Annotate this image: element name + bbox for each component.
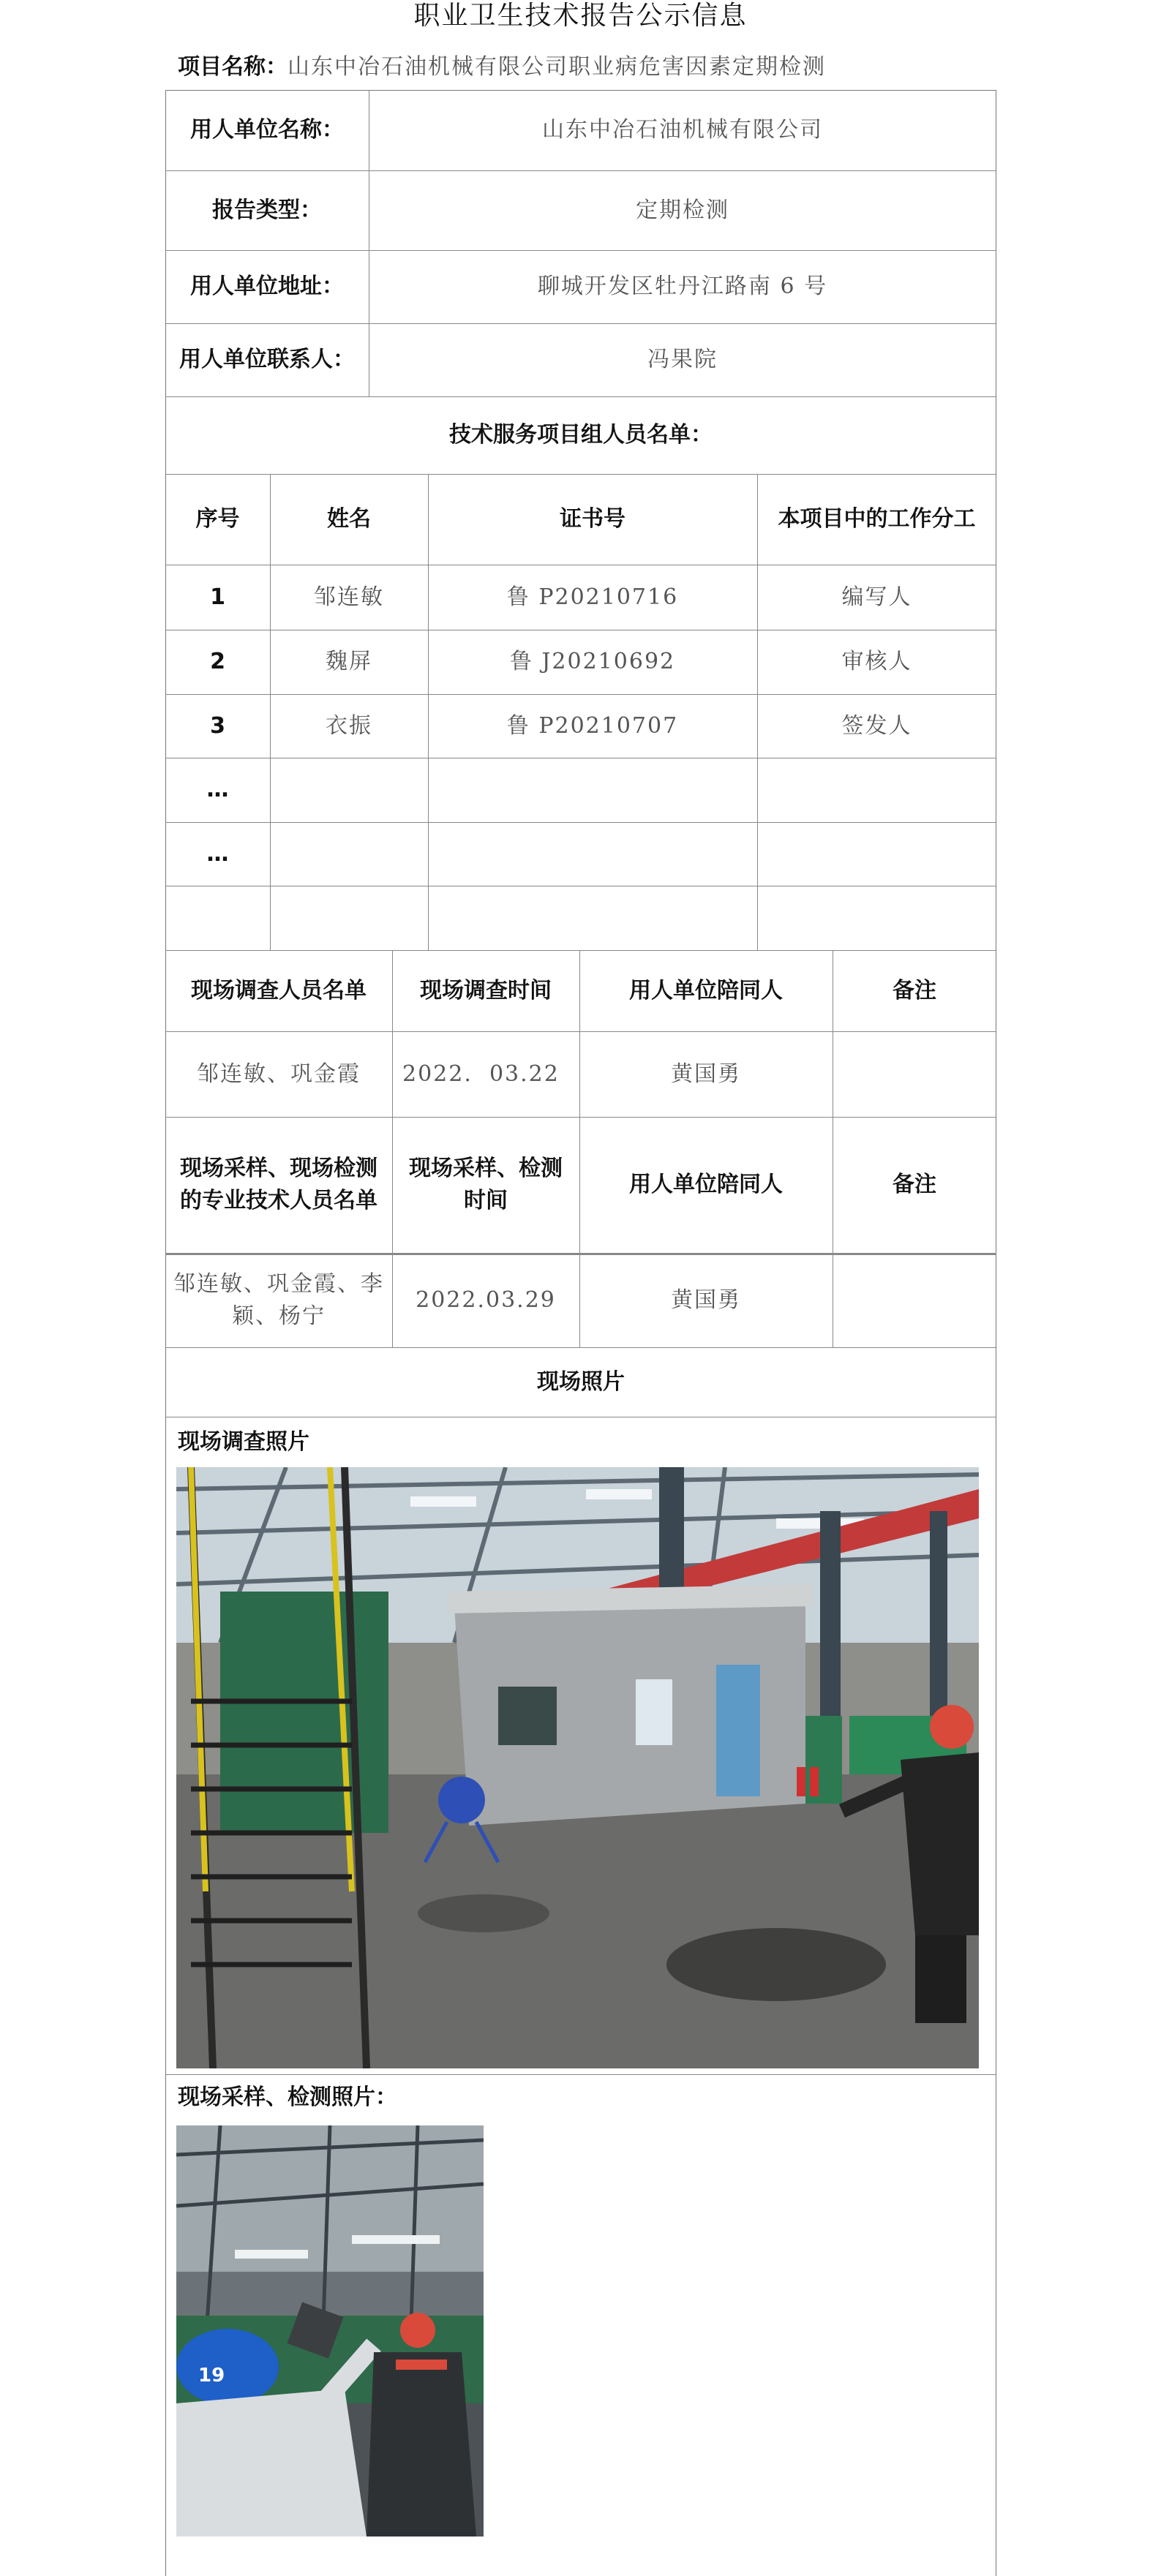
survey-header-staff: 现场调查人员名单 [191,977,367,1003]
sampling-header-staff: 现场采样、现场检测的专业技术人员名单 [180,1156,377,1213]
survey-header-note: 备注 [893,977,936,1003]
company-address-label: 用人单位地址： [190,274,344,299]
team-row-cert: 鲁 J20210692 [509,649,676,674]
team-row-role [757,758,996,822]
survey-time: 2022. 03.22 [402,1061,560,1087]
team-row-name [270,886,428,950]
row-divider [165,2074,996,2075]
contact-person-value: 冯果院 [647,347,718,372]
project-name: 山东中冶石油机械有限公司职业病危害因素定期检测 [288,54,826,80]
team-row-name: 魏屏 [326,649,372,674]
survey-photo [176,1467,979,2068]
report-type-label: 报告类型： [212,197,322,223]
survey-staff: 邹连敏、巩金霞 [197,1061,361,1087]
survey-header-time: 现场调查时间 [420,977,552,1003]
team-row-name: 邹连敏 [314,584,384,610]
svg-text:19: 19 [198,2365,225,2387]
team-row-no: 3 [210,712,225,739]
team-row-role: 编写人 [841,584,912,610]
company-address-value: 聊城开发区牡丹江路南 6 号 [537,274,828,299]
team-header-cert: 证书号 [560,506,625,532]
sampling-photo [176,2125,484,2537]
survey-escort: 黄国勇 [671,1061,741,1087]
report-type-value: 定期检测 [636,197,729,223]
sampling-header-escort: 用人单位陪同人 [629,1172,783,1197]
team-row-role: 签发人 [841,712,912,739]
company-name-label: 用人单位名称： [190,117,344,143]
team-row-role [757,822,996,886]
team-row-name [270,822,428,886]
team-row-no: … [206,777,229,802]
team-row-no [165,886,270,950]
team-row-cert [428,758,757,822]
team-row-name [270,758,428,822]
sampling-time: 2022.03.29 [416,1287,556,1313]
team-row-cert [428,886,757,950]
site-photos-title: 现场照片 [537,1368,625,1395]
project-label: 项目名称： [178,54,288,80]
team-row-role [757,886,996,950]
survey-note [833,1031,996,1117]
team-list-title: 技术服务项目组人员名单： [449,422,713,448]
team-header-name: 姓名 [327,506,371,532]
team-row-cert: 鲁 P20210716 [506,584,679,610]
survey-header-escort: 用人单位陪同人 [629,977,783,1003]
team-row-role: 审核人 [841,649,912,674]
project-line [178,51,826,83]
team-row-cert: 鲁 P20210707 [506,712,679,739]
sampling-header-note: 备注 [893,1172,936,1197]
team-row-no: … [206,840,229,867]
team-header-role: 本项目中的工作分工 [778,506,976,532]
sampling-photo-label: 现场采样、检测照片： [178,2084,397,2110]
contact-person-label: 用人单位联系人： [179,347,355,372]
survey-photo-label: 现场调查照片 [178,1429,309,1455]
sampling-header-time: 现场采样、检测时间 [409,1156,563,1213]
team-header-no: 序号 [195,506,240,532]
team-row-cert [428,822,757,886]
sampling-staff: 邹连敏、巩金霞、李颖、杨宁 [173,1270,384,1329]
sampling-note [833,1253,996,1347]
team-row-no: 1 [210,584,225,610]
sampling-escort: 黄国勇 [671,1287,741,1313]
team-row-no: 2 [210,649,225,674]
page-title: 职业卫生技术报告公示信息 [413,1,748,31]
team-row-name: 衣振 [326,712,372,739]
company-name-value: 山东中冶石油机械有限公司 [542,117,823,143]
